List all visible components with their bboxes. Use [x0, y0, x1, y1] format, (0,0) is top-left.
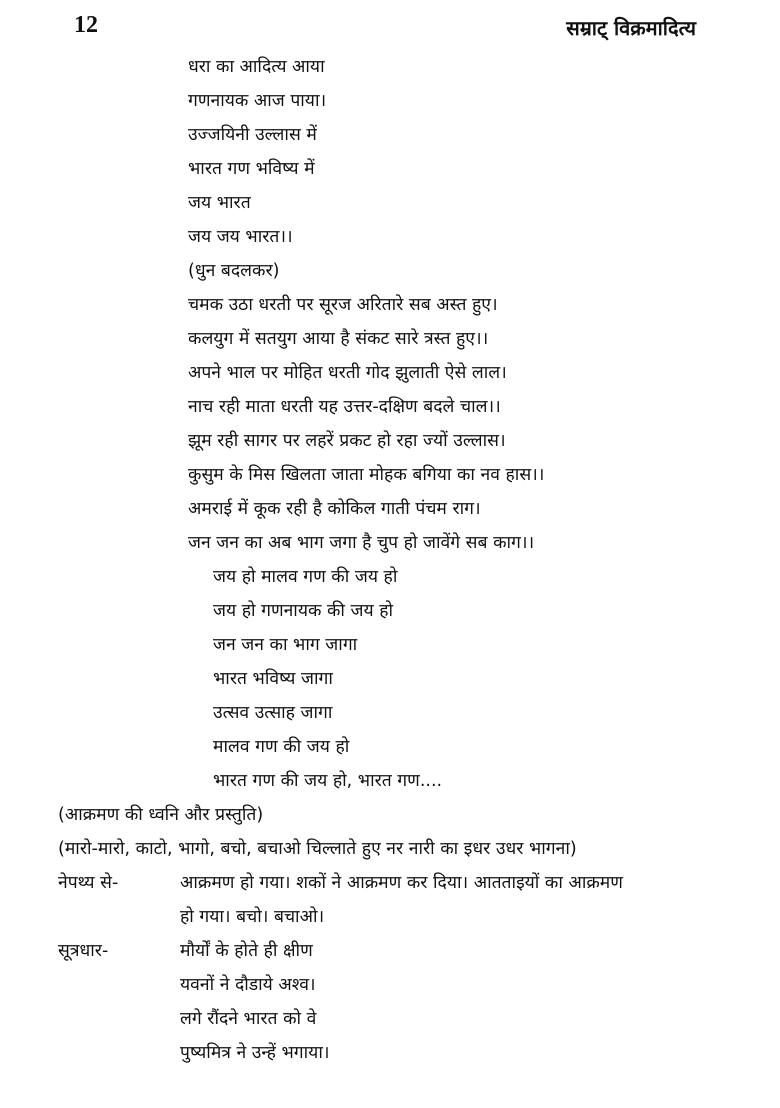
speech-text: मौर्यों के होते ही क्षीण — [180, 941, 313, 961]
verse-line: नाच रही माता धरती यह उत्तर-दक्षिण बदले चाल।। — [188, 397, 501, 417]
verse-line: जन जन का अब भाग जगा है चुप हो जावेंगे सब काग।। — [188, 533, 535, 553]
running-title: सम्राट् विक्रमादित्य — [566, 16, 696, 40]
verse-line: जय भारत — [188, 193, 251, 213]
chorus-line: जन जन का भाग जागा — [213, 635, 358, 655]
chorus-line: जय हो गणनायक की जय हो — [213, 601, 394, 621]
verse-direction: (धुन बदलकर) — [188, 261, 280, 281]
verse-line: उज्जयिनी उल्लास में — [188, 125, 317, 145]
verse-line: अपने भाल पर मोहित धरती गोद झुलाती ऐसे लाल। — [188, 363, 507, 383]
page-body — [0, 50, 780, 1070]
stage-direction: (आक्रमण की ध्वनि और प्रस्तुति) — [58, 805, 264, 825]
verse-line: झूम रही सागर पर लहरें प्रकट हो रहा ज्यों उल्लास। — [188, 431, 506, 451]
verse-line: भारत गण भविष्य में — [188, 159, 315, 179]
dialogue-line — [0, 934, 780, 968]
verse-line: चमक उठा धरती पर सूरज अरितारे सब अस्त हुए। — [188, 295, 498, 315]
page-number: 12 — [74, 12, 98, 38]
verse-line: अमराई में कूक रही है कोकिल गाती पंचम राग। — [188, 499, 481, 519]
chorus-line: भारत गण की जय हो, भारत गण.... — [213, 771, 443, 791]
speaker-label: नेपथ्य से- — [58, 873, 119, 893]
stage-direction: (मारो-मारो, काटो, भागो, बचो, बचाओ चिल्लाते हुए नर नारी का इधर उधर भागना) — [58, 839, 577, 859]
speech-continuation: यवनों ने दौडाये अश्व। — [180, 975, 316, 995]
chorus-line: उत्सव उत्साह जागा — [213, 703, 333, 723]
speaker-label: सूत्रधार- — [58, 941, 109, 961]
speech-continuation: हो गया। बचो। बचाओ। — [180, 907, 325, 927]
verse-line: धरा का आदित्य आया — [188, 57, 325, 77]
verse-line: गणनायक आज पाया। — [188, 91, 327, 111]
speech-continuation: लगे रौंदने भारत को वे — [180, 1009, 317, 1029]
dialogue-line — [0, 866, 780, 900]
verse-line: कुसुम के मिस खिलता जाता मोहक बगिया का नव हास।। — [188, 465, 545, 485]
chorus-line: मालव गण की जय हो — [213, 737, 350, 757]
verse-line: जय जय भारत।। — [188, 227, 293, 247]
verse-line: कलयुग में सतयुग आया है संकट सारे त्रस्त हुए।। — [188, 329, 489, 349]
speech-continuation: पुष्यमित्र ने उन्हें भगाया। — [180, 1043, 330, 1063]
chorus-line: भारत भविष्य जागा — [213, 669, 333, 689]
chorus-line: जय हो मालव गण की जय हो — [213, 567, 398, 587]
speech-text: आक्रमण हो गया। शकों ने आक्रमण कर दिया। आतताइयों का आक्रमण — [180, 873, 623, 893]
